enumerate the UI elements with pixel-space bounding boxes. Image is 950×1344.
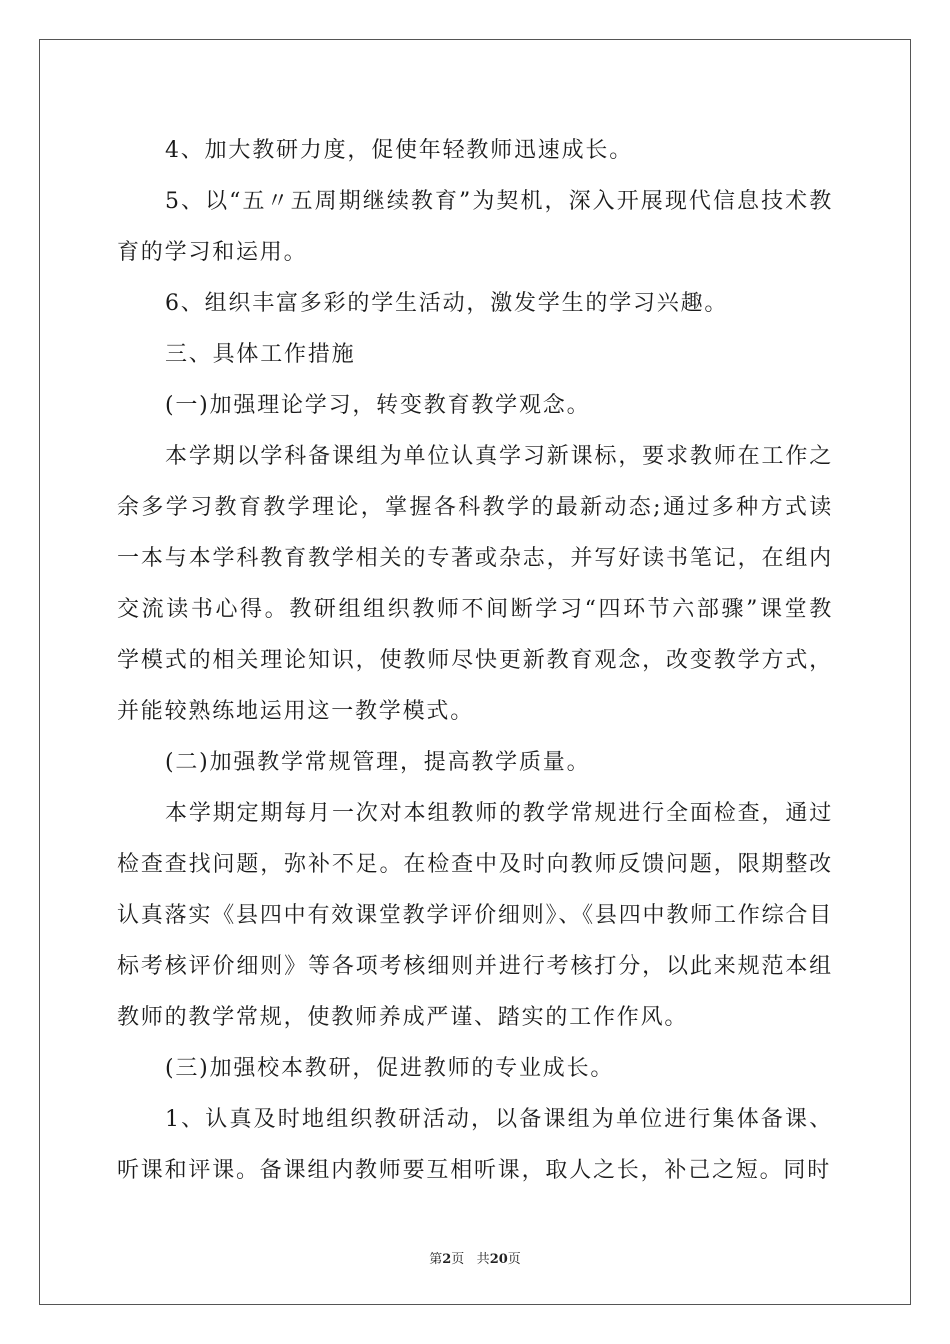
paragraph-school-research-1: 1、认真及时地组织教研活动，以备课组为单位进行集体备课、听课和评课。备课组内教师要互相听课，取人之长，补己之短。同时 — [117, 1107, 833, 1183]
paragraph-theory-study: 本学期以学科备课组为单位认真学习新课标，要求教师在工作之余多学习教育教学理论，掌握各科教学的最新动态;通过多种方式读一本与本学科教育教学相关的专著或杂志，并写好读书笔记，在组内交流读书心得。教研组组织教师不间断学习“四环节六部骤”课堂教学模式的相关理论知识，使教师尽快更新教育观念，改变教学方式，并能较熟练地运用这一教学模式。 — [117, 444, 833, 724]
paragraph-routine-management: 本学期定期每月一次对本组教师的教学常规进行全面检查，通过检查查找问题，弥补不足。在检查中及时向教师反馈问题，限期整改认真落实《县四中有效课堂教学评价细则》、《县四中教师工作综合目标考核评价细则》等各项考核细则并进行考核打分，以此来规范本组教师的教学常规，使教师养成严谨、踏实的工作作风。 — [117, 801, 833, 1030]
section-heading-measures: 三、具体工作措施 — [165, 342, 356, 367]
paragraph-goal-5: 5、以“五〃五周期继续教育”为契机，深入开展现代信息技术教育的学习和运用。 — [117, 189, 833, 265]
paragraph-goal-4: 4、加大教研力度，促使年轻教师迅速成长。 — [165, 138, 633, 163]
subheading-school-research: (三)加强校本教研，促进教师的专业成长。 — [165, 1056, 615, 1081]
subheading-routine-management: (二)加强教学常规管理，提高教学质量。 — [165, 750, 591, 775]
page-number: 2 — [442, 1252, 452, 1267]
subheading-theory-study: (一)加强理论学习，转变教育教学观念。 — [165, 393, 591, 418]
page-prefix: 第 — [429, 1252, 443, 1267]
total-prefix: 共 — [476, 1252, 490, 1267]
document-body — [117, 125, 833, 1196]
total-suffix: 页 — [507, 1252, 521, 1267]
page-footer — [0, 1248, 950, 1267]
paragraph-goal-6: 6、组织丰富多彩的学生活动，激发学生的学习兴趣。 — [165, 291, 729, 316]
total-pages: 20 — [489, 1252, 508, 1267]
page-suffix: 页 — [451, 1252, 465, 1267]
